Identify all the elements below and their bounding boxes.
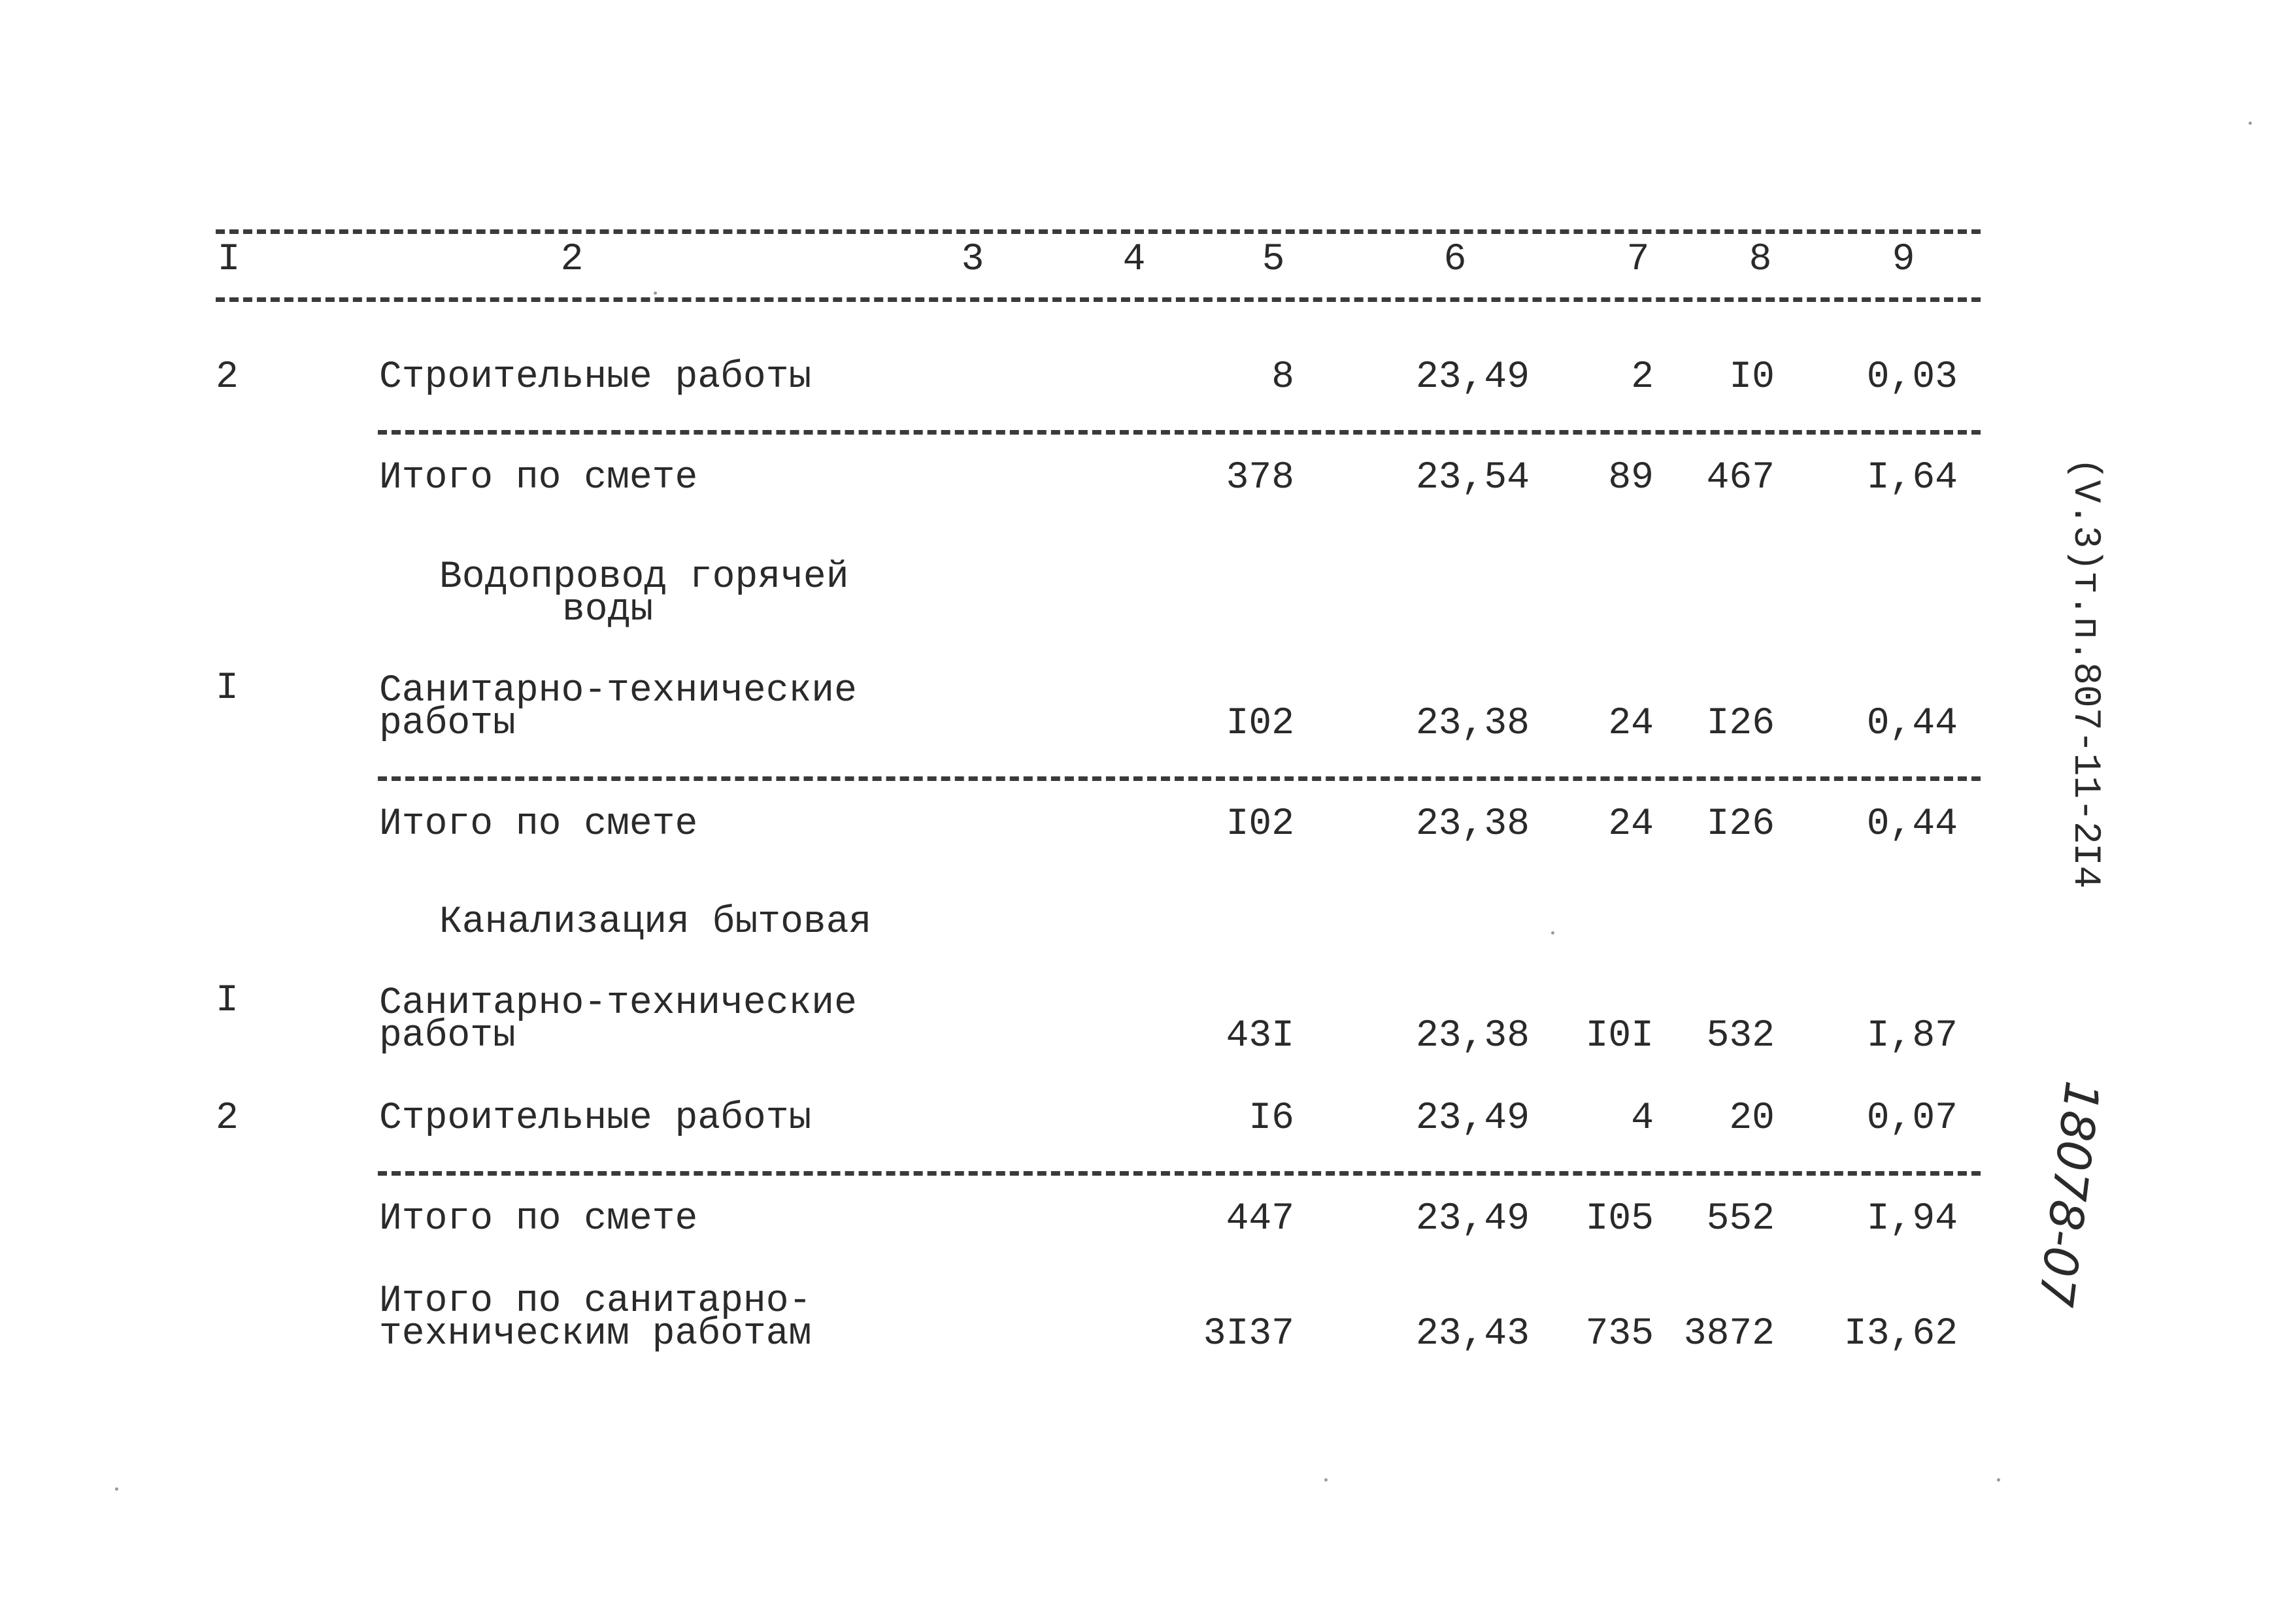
cell-col7: I05 [1585, 1198, 1654, 1240]
header-top-rule [216, 229, 1981, 234]
cell-col7: 24 [1608, 703, 1654, 745]
scan-speck [654, 291, 657, 295]
document-code: (V.3)т.п.807-11-2 [2064, 457, 2106, 844]
page-number: I4 [2064, 843, 2106, 889]
cell-col5: 43I [1226, 1015, 1294, 1057]
scan-speck [115, 1487, 118, 1491]
cell-col8: 467 [1706, 457, 1775, 499]
cell-col5: 8 [1271, 356, 1294, 399]
cell-col8: I0 [1729, 356, 1775, 399]
header-col-1: I [217, 239, 241, 281]
cell-col7: I0I [1585, 1015, 1654, 1057]
cell-col5: 378 [1226, 457, 1294, 499]
cell-col7: 735 [1585, 1313, 1654, 1355]
subtotal-label: Итого по смете [379, 803, 698, 846]
row-name-cont: работы [379, 703, 516, 745]
header-col-3: 3 [961, 239, 984, 281]
subtotal-label: Итого по смете [379, 457, 698, 499]
cell-col6: 23,49 [1415, 356, 1530, 399]
cell-col9: I3,62 [1843, 1313, 1958, 1355]
row-name-cont: работы [379, 1015, 516, 1057]
cell-col6: 23,49 [1415, 1097, 1530, 1140]
cell-col5: I02 [1226, 703, 1294, 745]
subtotal-label: Итого по смете [379, 1198, 698, 1240]
header-col-5: 5 [1262, 239, 1285, 281]
cell-col8: I26 [1706, 703, 1775, 745]
section-heading: Канализация бытовая [439, 901, 872, 944]
cell-col7: 2 [1631, 356, 1654, 399]
grand-total-label-cont: техническим работам [379, 1313, 812, 1355]
cell-col7: 89 [1608, 457, 1654, 499]
cell-col8: 20 [1729, 1097, 1775, 1140]
scan-speck [1551, 931, 1554, 935]
subtotal-rule [378, 430, 1981, 435]
cell-col9: I,64 [1866, 457, 1958, 499]
archive-stamp: 18078-07 [2028, 1078, 2110, 1310]
grand-total-label: Итого по санитарно- [379, 1280, 812, 1323]
cell-col8: 532 [1706, 1015, 1775, 1057]
row-name: Строительные работы [379, 356, 812, 399]
scan-speck [2249, 122, 2252, 125]
row-number: I [216, 667, 239, 710]
subtotal-rule [378, 1171, 1981, 1176]
row-number: 2 [216, 356, 239, 399]
cell-col5: I6 [1248, 1097, 1294, 1140]
header-col-2: 2 [560, 239, 584, 281]
cell-col5: 3I37 [1203, 1313, 1294, 1355]
row-name: Санитарно-технические [379, 982, 857, 1025]
cell-col9: 0,03 [1866, 356, 1958, 399]
cell-col5: 447 [1226, 1198, 1294, 1240]
cell-col6: 23,54 [1415, 457, 1530, 499]
cell-col6: 23,38 [1415, 703, 1530, 745]
cell-col8: 3872 [1683, 1313, 1775, 1355]
header-bottom-rule [216, 297, 1981, 302]
cell-col8: 552 [1706, 1198, 1775, 1240]
section-heading: Водопровод горячей [439, 556, 849, 599]
header-col-9: 9 [1892, 239, 1915, 281]
cell-col7: 24 [1608, 803, 1654, 846]
row-name: Санитарно-технические [379, 670, 857, 712]
cell-col9: I,94 [1866, 1198, 1958, 1240]
cell-col9: I,87 [1866, 1015, 1958, 1057]
cell-col6: 23,38 [1415, 803, 1530, 846]
cell-col6: 23,49 [1415, 1198, 1530, 1240]
cell-col9: 0,44 [1866, 803, 1958, 846]
row-name: Строительные работы [379, 1097, 812, 1140]
header-col-8: 8 [1749, 239, 1772, 281]
cell-col5: I02 [1226, 803, 1294, 846]
scan-speck [1997, 1478, 2000, 1482]
cell-col6: 23,38 [1415, 1015, 1530, 1057]
cell-col8: I26 [1706, 803, 1775, 846]
header-col-6: 6 [1443, 239, 1467, 281]
section-heading-cont: воды [562, 589, 654, 631]
cell-col9: 0,07 [1866, 1097, 1958, 1140]
row-number: I [216, 980, 239, 1022]
row-number: 2 [216, 1097, 239, 1140]
cell-col7: 4 [1631, 1097, 1654, 1140]
cell-col9: 0,44 [1866, 703, 1958, 745]
scan-speck [1324, 1478, 1328, 1482]
header-col-4: 4 [1122, 239, 1146, 281]
cell-col6: 23,43 [1415, 1313, 1530, 1355]
subtotal-rule [378, 776, 1981, 781]
header-col-7: 7 [1626, 239, 1650, 281]
